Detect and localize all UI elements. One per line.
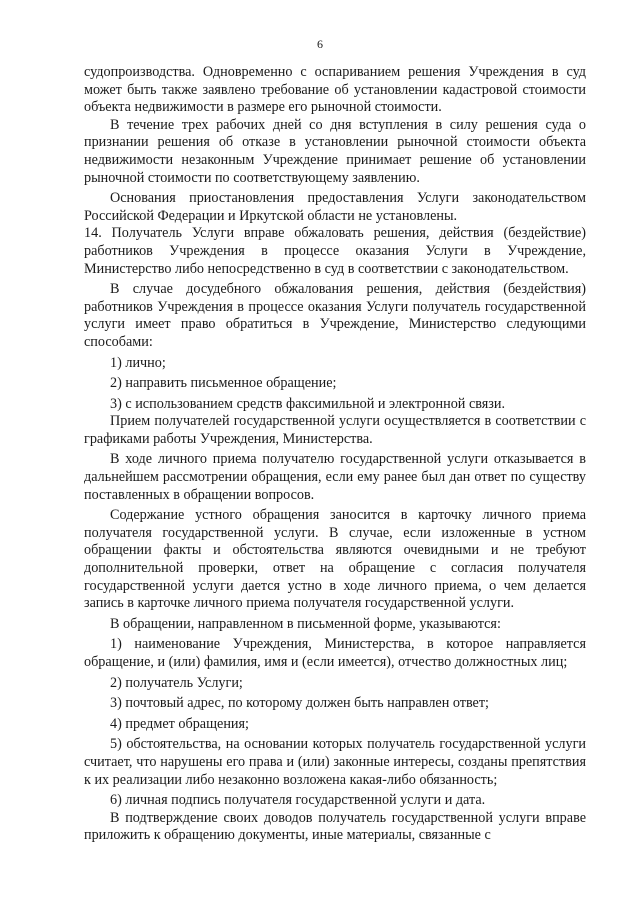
paragraph: В течение трех рабочих дней со дня вступления в силу решения суда о признании решения об отказе в установлении рыночной стоимости объекта недвижимости незаконным Учреждение принимает решение об установлении рыночной стоимости по соответствующему заявлению. [84, 116, 586, 186]
paragraph: В обращении, направленном в письменной форме, указываются: [110, 615, 501, 632]
paragraph: В случае досудебного обжалования решения, действия (бездействия) работников Учреждения в процессе оказания Услуги получатель государственной услуги имеет право обратиться в Учреждение, Министерство следующими способами: [84, 281, 586, 350]
paragraph: 14. Получатель Услуги вправе обжаловать решения, действия (бездействие) работников Учреждения в процессе оказания Услуги в Учреждение, Министерство либо непосредственно в суд в соответствии с законодательством. [84, 225, 586, 277]
list-item: 3) почтовый адрес, по которому должен быть направлен ответ; [110, 695, 490, 712]
paragraph: Прием получателей государственной услуги осуществляется в соответствии с графиками работы Учреждения, Министерства. [84, 413, 586, 447]
list-item: 6) личная подпись получателя государственной услуги и дата. [110, 792, 486, 809]
list-item: 2) получатель Услуги; [110, 674, 243, 691]
list-item: 1) лично; [110, 354, 166, 371]
list-item: 4) предмет обращения; [110, 715, 249, 732]
paragraph: Основания приостановления предоставления Услуги законодательством Российской Федерации и Иркутской области не установлены. [84, 190, 586, 224]
list-item: 1) наименование Учреждения, Министерства, в которое направляется обращение, и (или) фамилия, имя и (если имеется), отчество должностных лиц; [84, 636, 586, 670]
paragraph: судопроизводства. Одновременно с оспариванием решения Учреждения в суд может быть также заявлено требование об установлении кадастровой стоимости объекта недвижимости в размере его рыночной стоимости. [84, 64, 586, 116]
list-item: 2) направить письменное обращение; [110, 375, 337, 392]
document-body [84, 64, 586, 845]
list-item: 5) обстоятельства, на основании которых получатель государственной услуги считает, что нарушены его права и (или) законные интересы, созданы препятствия к их реализации либо незаконно возложена какая-либо обязанность; [84, 736, 586, 788]
paragraph: В подтверждение своих доводов получатель государственной услуги вправе приложить к обращению документы, иные материалы, связанные с [84, 809, 586, 844]
page-number: 6 [317, 37, 323, 51]
list-item: 3) с использованием средств факсимильной и электронной связи. [110, 395, 506, 412]
paragraph: В ходе личного приема получателю государственной услуги отказывается в дальнейшем рассмотрении обращения, если ему ранее был дан ответ по существу поставленных в обращении вопросов. [84, 451, 586, 503]
paragraph: Содержание устного обращения заносится в карточку личного приема получателя государственной услуги. В случае, если изложенные в устном обращении факты и обстоятельства являются очевидными и не требуют дополнительной проверки, ответ на обращение с согласия получателя государственной услуги дается устно в ходе личного приема, о чем делается запись в карточке личного приема получателя государственной услуги. [84, 507, 586, 612]
